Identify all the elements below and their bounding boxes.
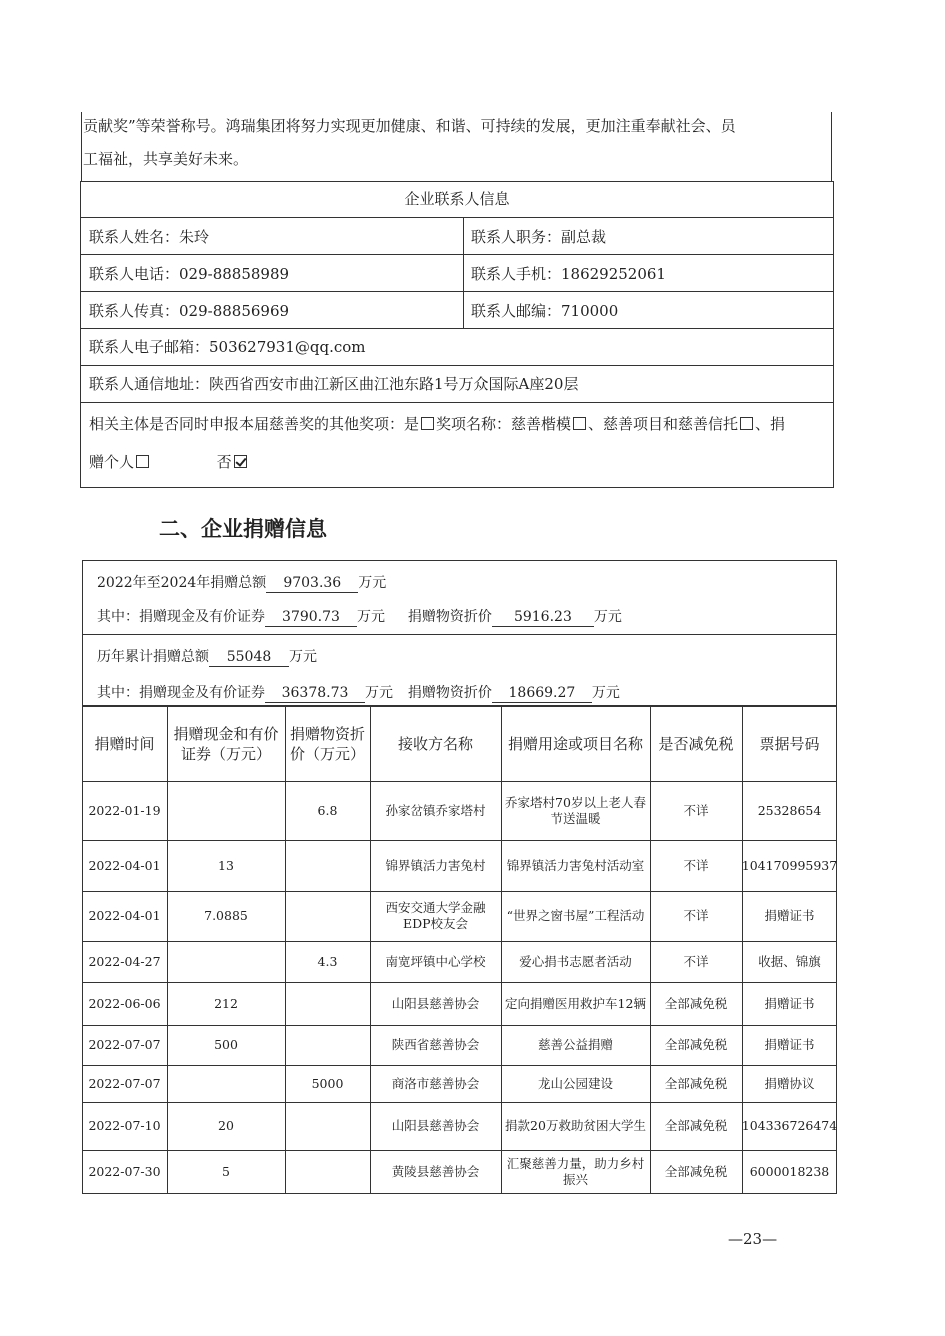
cell-goods [285, 1102, 370, 1150]
contact-phone: 联系人电话：029-88858989 [89, 265, 290, 283]
cell-purpose: “世界之窗书屋”工程活动 [506, 908, 645, 923]
hist-goods-value: 18669.27 [492, 684, 592, 703]
total-prefix: 2022年至2024年捐赠总额 [97, 575, 267, 591]
cell-purpose: 爱心捐书志愿者活动 [519, 953, 632, 969]
cell-recipient: 山阳县慈善协会 [391, 995, 480, 1011]
cell-cash [167, 1065, 285, 1102]
total-value: 9703.36 [266, 574, 358, 593]
intro-line-1: 贡献奖”等荣誉称号。鸿瑞集团将努力实现更加健康、和谐、可持续的发展，更加注重奉献社会、员 [83, 117, 736, 135]
contact-address: 联系人通信地址：陕西省西安市曲江新区曲江池东路1号万众国际A座20层 [89, 375, 579, 393]
header-date: 捐赠时间 [94, 734, 155, 753]
cell-receipt: 104336726474 [741, 1118, 838, 1133]
contact-postcode: 联系人邮编：710000 [471, 302, 619, 320]
other-award-line-2 [89, 452, 249, 472]
cell-tax: 不详 [683, 908, 709, 923]
goods-value: 5916.23 [492, 608, 594, 627]
cell-goods [285, 891, 370, 941]
cell-tax: 全部减免税 [664, 1075, 728, 1091]
cell-tax: 不详 [683, 857, 709, 873]
cell-cash: 20 [218, 1118, 234, 1133]
page-number: —23— [728, 1230, 778, 1248]
header-goods: 捐赠物资折价（万元） [289, 724, 365, 763]
cell-purpose: 锦界镇活力害兔村活动室 [506, 857, 645, 873]
cell-date: 2022-07-30 [88, 1164, 161, 1179]
cell-date: 2022-06-06 [88, 995, 161, 1011]
other-award-text-d: 、捐 [755, 415, 786, 433]
header-recipient: 接收方名称 [397, 734, 473, 753]
cell-goods [285, 982, 370, 1025]
cell-goods: 6.8 [317, 802, 338, 818]
cell-cash: 5 [222, 1164, 230, 1179]
cell-cash: 7.0885 [204, 908, 248, 923]
header-tax: 是否减免税 [658, 734, 734, 753]
total-line [97, 572, 386, 593]
cell-date: 2022-04-27 [88, 953, 161, 969]
cell-cash: 500 [214, 1037, 238, 1052]
cell-recipient: 商洛市慈善协会 [391, 1075, 480, 1091]
other-award-text-c: 、慈善项目和慈善信托 [588, 415, 739, 433]
hist-goods-unit: 万元 [591, 685, 620, 701]
cell-recipient: 锦界镇活力害兔村 [385, 857, 486, 873]
history-breakdown [97, 682, 620, 703]
cell-tax: 不详 [683, 953, 709, 969]
cash-unit: 万元 [357, 609, 385, 625]
total-breakdown [97, 606, 622, 627]
cell-receipt: 捐赠证书 [764, 908, 815, 923]
cell-tax: 不详 [683, 802, 709, 818]
cell-purpose: 慈善公益捐赠 [537, 1037, 613, 1052]
history-unit: 万元 [289, 649, 317, 665]
cell-purpose: 龙山公园建设 [537, 1075, 613, 1091]
hist-cash-label: 其中：捐赠现金及有价证券 [97, 685, 265, 701]
cell-cash [167, 941, 285, 982]
cell-recipient: 陕西省慈善协会 [391, 1037, 480, 1052]
cell-goods: 5000 [311, 1075, 344, 1091]
hist-cash-unit: 万元 [365, 685, 393, 701]
cell-tax: 全部减免税 [664, 1037, 728, 1052]
intro-line-2: 工福祉，共享美好未来。 [83, 150, 249, 168]
cell-recipient: 孙家岔镇乔家塔村 [385, 802, 486, 818]
cell-receipt: 25328654 [757, 802, 822, 818]
contact-position: 联系人职务：副总裁 [471, 228, 607, 246]
cell-goods: 4.3 [317, 953, 338, 969]
cell-cash: 13 [218, 857, 234, 873]
other-award-text-a: 相关主体是否同时申报本届慈善奖的其他奖项：是 [89, 415, 420, 433]
cell-purpose: 定向捐赠医用救护车12辆 [505, 995, 646, 1011]
goods-unit: 万元 [593, 609, 622, 625]
section-title: 二、企业捐赠信息 [159, 517, 327, 541]
cell-recipient: 黄陵县慈善协会 [391, 1164, 480, 1179]
cell-tax: 全部减免税 [664, 1164, 728, 1179]
cell-receipt: 捐赠证书 [764, 1037, 815, 1052]
cell-recipient: 山阳县慈善协会 [391, 1118, 480, 1133]
yes-checkbox-icon [421, 417, 434, 430]
cell-receipt: 6000018238 [749, 1164, 830, 1179]
cell-date: 2022-07-07 [88, 1037, 161, 1052]
cell-purpose: 乔家塔村70岁以上老人春节送温暖 [505, 794, 646, 826]
header-cash: 捐赠现金和有价证券（万元） [173, 724, 279, 763]
goods-label: 捐赠物资折价 [407, 609, 492, 625]
cell-goods [285, 1150, 370, 1194]
cell-date: 2022-04-01 [88, 908, 161, 923]
cell-purpose: 捐款20万救助贫困大学生 [505, 1118, 646, 1133]
other-award-no: 否 [216, 453, 232, 471]
other-award-individual: 赠个人 [89, 453, 135, 471]
cell-recipient: 西安交通大学金融EDP校友会 [385, 900, 486, 931]
contact-fax: 联系人传真：029-88856969 [89, 302, 290, 320]
cell-receipt: 捐赠证书 [764, 995, 815, 1011]
other-award-question [89, 414, 834, 434]
cash-label: 其中：捐赠现金及有价证券 [97, 609, 265, 625]
individual-checkbox-icon [136, 455, 149, 468]
header-receipt: 票据号码 [759, 734, 820, 753]
cell-receipt: 捐赠协议 [764, 1075, 815, 1091]
history-line [97, 646, 317, 667]
other-award-text-b: 奖项名称：慈善楷模 [436, 415, 572, 433]
trust-checkbox-icon [740, 417, 753, 430]
cell-tax: 全部减免税 [664, 995, 728, 1011]
cell-purpose: 汇聚慈善力量，助力乡村振兴 [506, 1156, 645, 1187]
cash-value: 3790.73 [265, 608, 357, 627]
cell-receipt: 收据、锦旗 [758, 953, 821, 969]
cell-cash [167, 781, 285, 840]
model-checkbox-icon [573, 417, 586, 430]
header-purpose: 捐赠用途或项目名称 [507, 734, 643, 753]
cell-recipient: 南宽坪镇中心学校 [385, 953, 486, 969]
cell-date: 2022-07-07 [88, 1075, 161, 1091]
contact-header: 企业联系人信息 [404, 190, 510, 208]
contact-mobile: 联系人手机：18629252061 [471, 265, 666, 283]
cell-goods [285, 840, 370, 891]
history-prefix: 历年累计捐赠总额 [97, 649, 209, 665]
hist-cash-value: 36378.73 [265, 684, 365, 703]
hist-goods-label: 捐赠物资折价 [407, 685, 492, 701]
cell-receipt: 104170995937 [741, 857, 838, 873]
no-checked-checkbox-icon [234, 455, 247, 468]
cell-tax: 全部减免税 [664, 1118, 728, 1133]
total-unit: 万元 [358, 575, 387, 591]
cell-date: 2022-07-10 [88, 1118, 161, 1133]
contact-name: 联系人姓名：朱玲 [89, 228, 210, 246]
contact-email: 联系人电子邮箱：503627931@qq.com [89, 338, 366, 356]
cell-cash: 212 [214, 995, 238, 1011]
cell-date: 2022-04-01 [88, 857, 161, 873]
history-value: 55048 [209, 648, 289, 667]
cell-date: 2022-01-19 [88, 802, 161, 818]
cell-goods [285, 1025, 370, 1065]
